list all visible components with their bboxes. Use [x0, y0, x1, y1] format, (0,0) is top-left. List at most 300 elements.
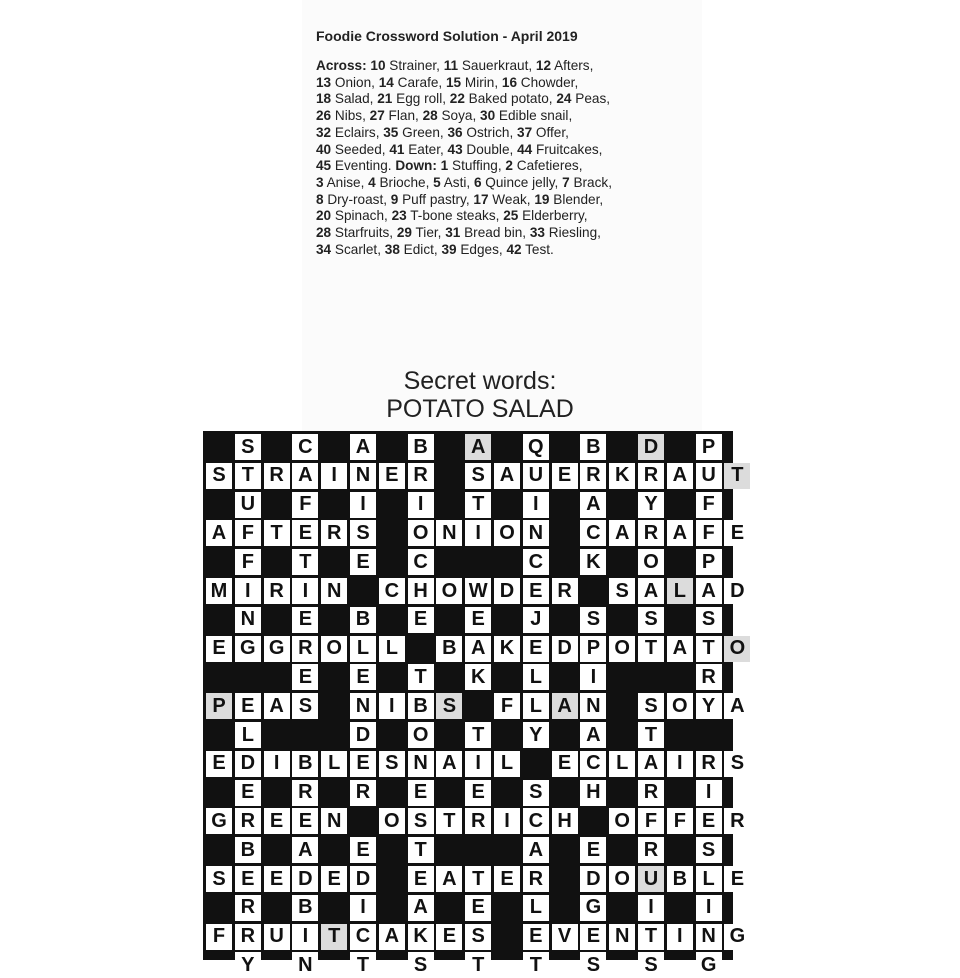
grid-cell: E: [321, 866, 347, 892]
grid-cell: O: [724, 636, 750, 662]
clue-number: Down:: [395, 158, 441, 174]
grid-cell: K: [408, 924, 434, 950]
grid-cell: N: [292, 952, 318, 978]
grid-cell: O: [408, 520, 434, 546]
grid-cell: A: [580, 492, 606, 518]
grid-cell: S: [436, 693, 462, 719]
grid-cell: D: [235, 751, 261, 777]
grid-cell: M: [206, 578, 232, 604]
grid-cell: N: [436, 520, 462, 546]
clue-number: 6: [473, 174, 482, 190]
grid-cell: E: [206, 751, 232, 777]
clue-number: 10: [370, 58, 386, 73]
grid-cell: O: [609, 808, 635, 834]
grid-cell: R: [638, 520, 664, 546]
grid-cell: T: [292, 549, 318, 575]
grid-cell: E: [235, 780, 261, 806]
solution-line: [316, 125, 706, 142]
clue-answer: Flan,: [384, 108, 423, 124]
grid-cell: S: [206, 463, 232, 489]
clue-number: 30: [480, 108, 496, 124]
grid-cell: L: [350, 636, 376, 662]
grid-cell: B: [350, 607, 376, 633]
grid-cell: O: [609, 866, 635, 892]
clue-number: 19: [534, 191, 550, 207]
grid-cell: F: [696, 520, 722, 546]
solution-line: [316, 142, 706, 159]
grid-cell: Q: [523, 434, 549, 460]
grid-cell: S: [408, 808, 434, 834]
clue-answer: Eventing.: [331, 158, 396, 174]
grid-cell: I: [465, 751, 491, 777]
grid-cell: S: [724, 751, 750, 777]
grid-cell: I: [350, 895, 376, 921]
clue-number: 13: [316, 74, 332, 90]
clue-answer: Edible snail,: [495, 108, 573, 124]
grid-cell: N: [235, 607, 261, 633]
grid-cell: A: [724, 693, 750, 719]
grid-cell: Y: [523, 722, 549, 748]
grid-cell: A: [638, 751, 664, 777]
grid-cell: R: [264, 578, 290, 604]
grid-cell: P: [206, 693, 232, 719]
grid-cell: A: [667, 636, 693, 662]
clue-answer: Ostrich,: [462, 124, 518, 140]
clue-number: 22: [449, 91, 465, 107]
clue-answer: Green,: [398, 124, 448, 140]
grid-cell: E: [408, 607, 434, 633]
grid-cell: I: [292, 578, 318, 604]
clue-number: 16: [501, 74, 518, 90]
grid-cell: I: [580, 664, 606, 690]
clue-answer: Onion,: [331, 74, 379, 90]
grid-cell: A: [264, 693, 290, 719]
grid-cell: D: [494, 578, 520, 604]
grid-cell: C: [523, 549, 549, 575]
clue-answer: Dry-roast,: [323, 191, 391, 207]
grid-cell: E: [552, 751, 578, 777]
clue-answer: Tier,: [411, 225, 446, 241]
clue-answer: Spinach,: [331, 208, 392, 224]
grid-cell: Y: [696, 693, 722, 719]
solution-text: [316, 58, 706, 258]
clue-number: 44: [517, 141, 533, 157]
grid-cell: O: [436, 578, 462, 604]
grid-cell: S: [638, 693, 664, 719]
grid-cell: K: [465, 664, 491, 690]
grid-cell: D: [638, 434, 664, 460]
solution-line: [316, 175, 706, 192]
clue-number: 3: [316, 174, 324, 190]
grid-cell: F: [235, 520, 261, 546]
clue-number: 5: [433, 174, 441, 190]
grid-cell: C: [580, 751, 606, 777]
grid-cell: R: [696, 664, 722, 690]
grid-cell: E: [350, 549, 376, 575]
grid-cell: L: [667, 578, 693, 604]
grid-cell: F: [638, 808, 664, 834]
grid-cell: E: [350, 664, 376, 690]
grid-cell: S: [523, 780, 549, 806]
grid-cell: T: [523, 952, 549, 978]
grid-cell: R: [465, 808, 491, 834]
clue-answer: Quince jelly,: [481, 174, 563, 190]
clue-number: 28: [316, 225, 332, 241]
grid-cell: H: [580, 780, 606, 806]
grid-cell: S: [408, 952, 434, 978]
grid-cell: A: [465, 636, 491, 662]
grid-cell: O: [494, 520, 520, 546]
grid-cell: P: [580, 636, 606, 662]
clue-answer: Mirin,: [461, 74, 502, 90]
clue-answer: Puff pastry,: [398, 191, 474, 207]
grid-cell: R: [523, 866, 549, 892]
grid-cell: N: [350, 463, 376, 489]
clue-number: 12: [535, 58, 552, 73]
solution-line: [316, 225, 706, 242]
grid-cell: S: [696, 837, 722, 863]
clue-answer: Elderberry,: [518, 208, 588, 224]
grid-cell: O: [379, 808, 405, 834]
clue-answer: Fruitcakes,: [532, 141, 603, 157]
grid-cell: D: [580, 866, 606, 892]
clue-number: 40: [316, 141, 332, 157]
grid-cell: N: [696, 924, 722, 950]
clue-number: 1: [440, 158, 449, 174]
grid-cell: S: [638, 607, 664, 633]
clue-number: 36: [447, 124, 463, 140]
grid-cell: E: [235, 693, 261, 719]
clue-number: 31: [445, 225, 461, 241]
clue-number: 24: [556, 91, 572, 107]
grid-cell: C: [350, 924, 376, 950]
clue-answer: Cafetieres,: [512, 158, 583, 174]
clue-answer: T-bone steaks,: [406, 208, 504, 224]
clue-number: 43: [447, 141, 463, 157]
grid-cell: F: [667, 808, 693, 834]
grid-cell: C: [292, 434, 318, 460]
clue-answer: Anise,: [323, 174, 369, 190]
grid-cell: S: [696, 607, 722, 633]
grid-cell: D: [292, 866, 318, 892]
clue-answer: Riesling,: [545, 225, 601, 241]
grid-cell: O: [321, 636, 347, 662]
grid-cell: E: [408, 866, 434, 892]
clue-number: 34: [316, 241, 332, 257]
grid-cell: L: [523, 664, 549, 690]
grid-cell: G: [206, 808, 232, 834]
grid-cell: L: [494, 751, 520, 777]
grid-cell: N: [408, 751, 434, 777]
clue-number: 2: [505, 158, 513, 174]
grid-cell: R: [724, 808, 750, 834]
grid-cell: B: [667, 866, 693, 892]
grid-cell: G: [235, 636, 261, 662]
grid-cell: R: [235, 924, 261, 950]
clue-answer: Brack,: [569, 174, 612, 190]
grid-cell: N: [321, 808, 347, 834]
grid-cell: S: [292, 693, 318, 719]
grid-cell: T: [465, 866, 491, 892]
clue-number: 25: [503, 208, 519, 224]
grid-cell: R: [235, 895, 261, 921]
grid-cell: E: [580, 924, 606, 950]
grid-cell: E: [292, 520, 318, 546]
solution-line: [316, 242, 706, 259]
grid-cell: S: [580, 607, 606, 633]
grid-cell: P: [696, 434, 722, 460]
grid-cell: T: [235, 463, 261, 489]
grid-cell: R: [696, 751, 722, 777]
clue-answer: Baked potato,: [464, 91, 557, 107]
clue-answer: Starfruits,: [331, 225, 397, 241]
clue-answer: Salad,: [331, 91, 378, 107]
grid-cell: E: [724, 866, 750, 892]
grid-cell: I: [350, 492, 376, 518]
clue-answer: Strainer,: [385, 58, 444, 73]
grid-cell: E: [436, 924, 462, 950]
solution-line: [316, 75, 706, 92]
grid-cell: A: [494, 463, 520, 489]
grid-cell: S: [580, 952, 606, 978]
grid-cell: A: [696, 578, 722, 604]
clue-answer: Sauerkraut,: [458, 58, 536, 73]
grid-cell: E: [465, 607, 491, 633]
grid-cell: N: [523, 520, 549, 546]
solution-line: [316, 91, 706, 108]
clue-answer: Weak,: [488, 191, 535, 207]
grid-cell: O: [609, 636, 635, 662]
clue-number: 18: [316, 91, 332, 107]
grid-cell: F: [696, 492, 722, 518]
grid-cell: Y: [638, 492, 664, 518]
grid-cell: F: [292, 492, 318, 518]
grid-cell: E: [350, 837, 376, 863]
grid-cell: T: [436, 808, 462, 834]
clue-answer: Peas,: [571, 91, 611, 107]
grid-cell: B: [292, 751, 318, 777]
clue-answer: Test.: [521, 241, 554, 257]
grid-cell: E: [292, 664, 318, 690]
grid-cell: E: [523, 924, 549, 950]
grid-cell: R: [408, 463, 434, 489]
clue-number: 35: [383, 124, 399, 140]
grid-cell: E: [264, 808, 290, 834]
clue-answer: Brioche,: [375, 174, 434, 190]
grid-cell: T: [264, 520, 290, 546]
grid-cell: N: [580, 693, 606, 719]
grid-cell: R: [580, 463, 606, 489]
clue-number: 17: [473, 191, 489, 207]
grid-cell: A: [580, 722, 606, 748]
grid-cell: R: [264, 463, 290, 489]
grid-cell: G: [580, 895, 606, 921]
clue-number: 42: [506, 241, 522, 257]
clue-answer: Seeded,: [331, 141, 390, 157]
grid-cell: A: [667, 520, 693, 546]
grid-cell: I: [696, 895, 722, 921]
grid-cell: A: [206, 520, 232, 546]
grid-cell: T: [321, 924, 347, 950]
grid-cell: L: [379, 636, 405, 662]
clue-number: 26: [316, 108, 332, 124]
clue-answer: Edges,: [456, 241, 507, 257]
clue-number: 11: [443, 58, 459, 73]
grid-cell: E: [292, 808, 318, 834]
grid-cell: B: [235, 837, 261, 863]
grid-cell: E: [408, 780, 434, 806]
grid-cell: R: [292, 636, 318, 662]
grid-cell: R: [638, 837, 664, 863]
grid-cell: E: [465, 780, 491, 806]
grid-cell: E: [235, 866, 261, 892]
grid-cell: Y: [235, 952, 261, 978]
grid-cell: R: [321, 520, 347, 546]
solution-line: [316, 158, 706, 175]
clue-number: 37: [517, 124, 533, 140]
solution-line: [316, 58, 706, 75]
grid-cell: W: [465, 578, 491, 604]
grid-cell: A: [379, 924, 405, 950]
clue-answer: Nibs,: [331, 108, 370, 124]
grid-cell: E: [264, 866, 290, 892]
grid-cell: E: [206, 636, 232, 662]
clue-answer: Stuffing,: [448, 158, 506, 174]
grid-cell: I: [494, 808, 520, 834]
grid-cell: C: [580, 520, 606, 546]
grid-cell: R: [350, 780, 376, 806]
clue-number: 15: [446, 74, 462, 90]
grid-cell: E: [552, 463, 578, 489]
grid-cell: A: [292, 463, 318, 489]
grid-cell: A: [523, 837, 549, 863]
clue-number: 29: [396, 225, 412, 241]
grid-cell: D: [350, 866, 376, 892]
clue-number: 14: [378, 74, 394, 90]
grid-cell: S: [638, 952, 664, 978]
grid-cell: E: [379, 463, 405, 489]
grid-cell: C: [408, 549, 434, 575]
grid-cell: S: [206, 866, 232, 892]
grid-cell: N: [321, 578, 347, 604]
grid-cell: I: [638, 895, 664, 921]
grid-cell: A: [609, 520, 635, 546]
grid-cell: T: [465, 952, 491, 978]
clue-number: Across:: [316, 58, 371, 73]
grid-cell: T: [408, 837, 434, 863]
grid-cell: I: [264, 751, 290, 777]
grid-cell: O: [667, 693, 693, 719]
grid-cell: E: [350, 751, 376, 777]
grid-cell: F: [494, 693, 520, 719]
grid-cell: I: [379, 693, 405, 719]
clue-number: 20: [316, 208, 332, 224]
grid-cell: A: [292, 837, 318, 863]
grid-cell: I: [667, 924, 693, 950]
grid-cell: N: [350, 693, 376, 719]
grid-cell: T: [465, 492, 491, 518]
grid-cell: T: [696, 636, 722, 662]
clue-answer: Egg roll,: [392, 91, 450, 107]
clue-answer: Carafe,: [393, 74, 446, 90]
clue-number: 38: [384, 241, 400, 257]
grid-cell: L: [235, 722, 261, 748]
grid-cell: E: [465, 895, 491, 921]
grid-cell: S: [465, 924, 491, 950]
grid-cell: R: [638, 780, 664, 806]
grid-cell: K: [580, 549, 606, 575]
grid-cell: V: [552, 924, 578, 950]
grid-cell: R: [292, 780, 318, 806]
clue-number: 39: [441, 241, 457, 257]
grid-cell: G: [696, 952, 722, 978]
grid-cell: B: [408, 434, 434, 460]
clue-number: 8: [316, 191, 324, 207]
grid-cell: A: [638, 578, 664, 604]
grid-cell: T: [350, 952, 376, 978]
grid-cell: A: [552, 693, 578, 719]
grid-cell: S: [350, 520, 376, 546]
grid-cell: U: [638, 866, 664, 892]
solution-line: [316, 208, 706, 225]
grid-cell: L: [523, 895, 549, 921]
grid-cell: I: [321, 463, 347, 489]
grid-cell: E: [696, 808, 722, 834]
secret-words-answer: POTATO SALAD: [386, 395, 574, 423]
grid-cell: T: [408, 664, 434, 690]
grid-cell: H: [552, 808, 578, 834]
grid-cell: N: [609, 924, 635, 950]
page-title: Foodie Crossword Solution - April 2019: [316, 28, 578, 44]
clue-answer: Afters,: [551, 58, 594, 73]
grid-cell: G: [724, 924, 750, 950]
clue-answer: Offer,: [532, 124, 569, 140]
grid-cell: O: [638, 549, 664, 575]
grid-cell: T: [638, 636, 664, 662]
grid-cell: B: [436, 636, 462, 662]
grid-cell: A: [436, 866, 462, 892]
clue-number: 4: [368, 174, 376, 190]
grid-cell: L: [696, 866, 722, 892]
grid-cell: B: [580, 434, 606, 460]
grid-cell: T: [638, 722, 664, 748]
grid-cell: A: [667, 463, 693, 489]
clue-number: 21: [377, 91, 393, 107]
grid-cell: B: [292, 895, 318, 921]
grid-cell: C: [523, 808, 549, 834]
clue-number: 33: [529, 225, 545, 241]
grid-cell: E: [523, 636, 549, 662]
grid-cell: T: [465, 722, 491, 748]
clue-answer: Blender,: [549, 191, 604, 207]
grid-cell: I: [523, 492, 549, 518]
grid-cell: D: [350, 722, 376, 748]
grid-cell: E: [580, 837, 606, 863]
grid-cell: U: [523, 463, 549, 489]
grid-cell: I: [408, 492, 434, 518]
clue-number: 32: [316, 124, 332, 140]
grid-cell: E: [292, 607, 318, 633]
grid-cell: P: [696, 549, 722, 575]
clue-answer: Eater,: [404, 141, 448, 157]
grid-cell: I: [696, 780, 722, 806]
clue-answer: Soya,: [437, 108, 481, 124]
clue-number: 27: [369, 108, 385, 124]
grid-cell: F: [206, 924, 232, 950]
crossword-grid: [203, 431, 746, 976]
clue-answer: Scarlet,: [331, 241, 385, 257]
clue-number: 7: [562, 174, 570, 190]
